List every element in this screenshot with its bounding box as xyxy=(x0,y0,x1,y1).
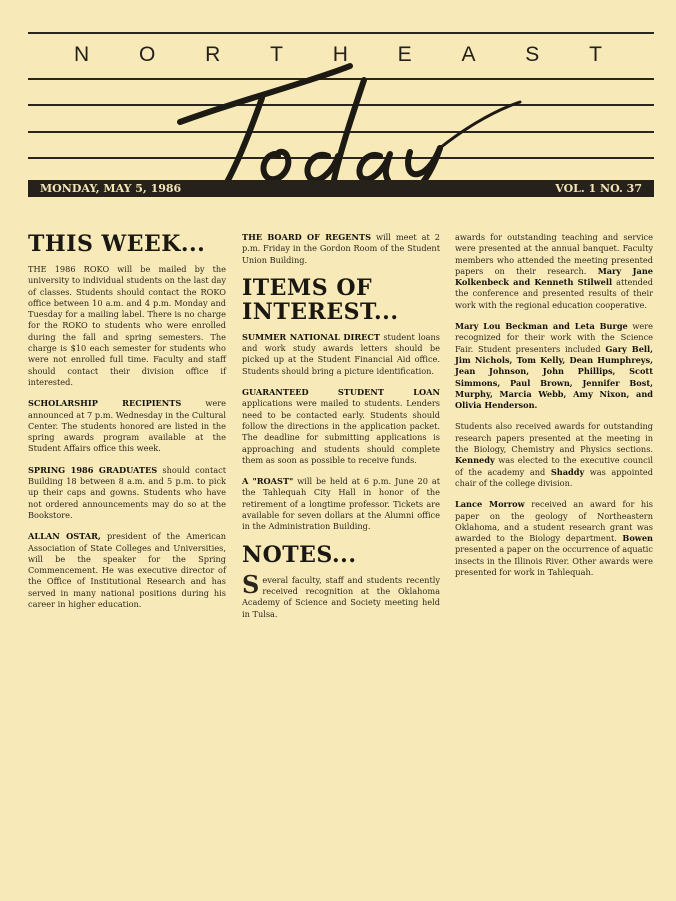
column-notes-continued xyxy=(455,232,653,588)
paragraph-body: awards for outstanding teaching and service were presented at the annual banquet. Faculty members who attended the meeting presented papers on their research. xyxy=(455,232,653,276)
paragraph-body: attended the conference and presented results of their work with the regional education cooperative. xyxy=(455,277,653,310)
regents-paragraph xyxy=(242,232,440,266)
column-items xyxy=(242,232,440,630)
dateline-bar xyxy=(28,180,654,197)
paragraph-lead: SUMMER NATIONAL DIRECT xyxy=(242,331,381,342)
names: Shaddy xyxy=(550,466,585,477)
notes-paragraph xyxy=(455,499,653,578)
names: Mary Lou Beckman and Leta Burge xyxy=(455,321,628,332)
paragraph-body: was appointed chair of the college division. xyxy=(455,466,653,488)
paragraph-body: was elected to the executive council of the academy and xyxy=(455,455,654,477)
paragraph-lead: ALLAN OSTAR, xyxy=(28,531,101,542)
paragraph-lead: GUARANTEED STUDENT LOAN xyxy=(242,387,440,398)
paragraph-lead: A "ROAST" xyxy=(242,476,294,487)
this-week-heading: THIS WEEK... xyxy=(28,231,206,257)
this-week-paragraph xyxy=(28,398,226,454)
masthead-letter: H xyxy=(332,43,350,66)
masthead-letter: R xyxy=(205,43,223,66)
paragraph-body: applications were mailed to students. Lenders need to be contacted early. Students should follow the directions in the application packet. The deadline for submitting applications is approaching and students should complete them as soon as possible to receive funds. xyxy=(242,398,440,465)
today-logo xyxy=(150,52,580,192)
paragraph-body: everal faculty, staff and students recently received recognition at the Oklahoma Academy of Science and Society meeting held in Tulsa. xyxy=(242,574,440,619)
paragraph-body: presented a paper on the occurrence of aquatic insects in the Illinois River. Other awards were presented for work in Tahlequah. xyxy=(455,544,654,578)
names: Mary Jane Kolkenbeck and Kenneth Stilwell xyxy=(455,265,653,288)
notes-paragraph xyxy=(455,321,653,411)
this-week-paragraph xyxy=(28,465,226,521)
paragraph-body: will be held at 6 p.m. June 20 at the Tahlequah City Hall in honor of the retirement of a longtime professor. Tickets are available for seven dollars at the Alumni office in the Administration Building. xyxy=(242,476,441,532)
masthead-letter: T xyxy=(589,43,604,66)
names: Lance Morrow xyxy=(455,499,525,510)
drop-cap: S xyxy=(242,569,260,599)
paragraph-body: will meet at 2 p.m. Friday in the Gordon Room of the Student Union Building. xyxy=(242,232,441,265)
masthead-letter: T xyxy=(270,43,285,66)
column-this-week xyxy=(28,232,226,620)
notes-heading: NOTES... xyxy=(242,541,357,568)
items-paragraph xyxy=(242,332,440,377)
paragraph-lead: SCHOLARSHIP RECIPIENTS xyxy=(28,398,182,409)
issue-volume: VOL. 1 NO. 37 xyxy=(555,182,642,195)
issue-date: MONDAY, MAY 5, 1986 xyxy=(40,182,182,195)
this-week-paragraph xyxy=(28,531,226,610)
paragraph-body: received an award for his paper on the geology of Northeastern Oklahoma, and a student research grant was awarded to the Biology department. xyxy=(455,499,653,544)
paragraph-body: Students also received awards for outstanding research papers presented at the meeting in the Biology, Chemistry and Physics sections. xyxy=(455,421,653,455)
items-paragraph xyxy=(242,476,440,532)
paragraph-body: were recognized for their work with the Science Fair. Student presenters included xyxy=(455,321,653,354)
paragraph-body: president of the American Association of State Colleges and Universities, will be the speaker for the Spring Commencement. He was executive director of the Office of Institutional Research and has served in many national positions during his career in higher education. xyxy=(28,531,226,610)
paragraph-lead: THE BOARD OF REGENTS xyxy=(242,232,371,242)
masthead-letter: E xyxy=(397,43,414,66)
paragraph-body: student loans and work study awards letters should be picked up at the Student Financial Aid office. Students should bring a picture identification. xyxy=(242,331,441,376)
masthead-letter: O xyxy=(138,43,158,66)
masthead-letter: S xyxy=(525,43,542,66)
notes-paragraph xyxy=(455,421,653,489)
notes-paragraph xyxy=(242,569,440,620)
notes-paragraph xyxy=(455,232,653,311)
masthead-letter: N xyxy=(74,43,92,66)
paragraph-body: were announced at 7 p.m. Wednesday in the Cultural Center. The students honored are listed in the spring awards program available at the Student Affairs office this week. xyxy=(28,398,226,454)
items-paragraph xyxy=(242,387,440,466)
paragraph-lead: SPRING 1986 GRADUATES xyxy=(28,464,158,475)
masthead-letter: A xyxy=(461,43,478,66)
items-heading: ITEMS OF INTEREST... xyxy=(242,274,399,325)
this-week-paragraph: THE 1986 ROKO will be mailed by the university to individual students on the last day of classes. Students should contact the ROKO office between 10 a.m. and 4 p.m. Monday and Tuesday for a mailing label. There is no charge for the ROKO to students who were enrolled during the fall and spring semesters. The charge is $10 each semester for students who were not enrolled full time. Faculty and staff should contact their division office if interested. xyxy=(28,264,226,387)
paragraph-body: should contact Building 18 between 8 a.m. and 5 p.m. to pick up their caps and gowns. Students who have not ordered announcements may do so at the Bookstore. xyxy=(28,464,226,520)
names: Gary Bell, Jim Nichols, Tom Kelly, Dean Humphreys, Jean Johnson, John Phillips, Scott Simmons, Paul Brown, Jennifer Bost, Murphy, Marcia Webb, Amy Nixon, and Olivia Henderson. xyxy=(455,343,654,411)
names: Bowen xyxy=(622,533,654,544)
masthead-rule-top xyxy=(28,32,654,34)
names: Kennedy xyxy=(455,455,495,466)
